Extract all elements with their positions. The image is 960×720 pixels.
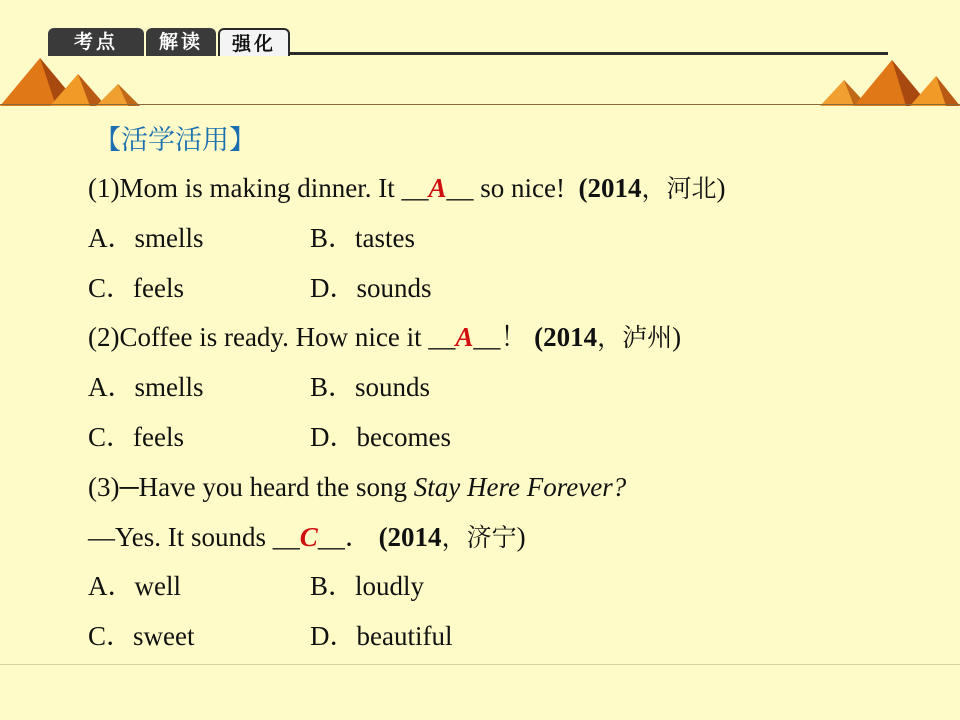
q3-option-c[interactable]: C．sweet xyxy=(88,621,195,652)
question-3-line1 xyxy=(88,463,725,513)
tab-kaodian[interactable]: 考点 xyxy=(48,28,144,56)
question-1-stem xyxy=(88,164,725,214)
q1-stem-before: (1)Mom is making dinner. It __ xyxy=(88,173,429,203)
q3-source-place: ，济宁 xyxy=(441,522,517,552)
tab-underline xyxy=(288,52,888,55)
q2-source-place: ，泸州 xyxy=(597,323,673,353)
q3-song-title: Stay Here Forever? xyxy=(413,471,627,502)
q1-options-row1 xyxy=(88,214,725,264)
q2-option-b[interactable]: B．sounds xyxy=(310,372,431,403)
header-rule xyxy=(0,104,960,105)
q2-source-year: (2014 xyxy=(534,322,598,353)
q2-options-row1 xyxy=(88,363,725,413)
q3-source-close: ) xyxy=(516,521,526,552)
q2-option-d[interactable]: D．becomes xyxy=(310,421,451,452)
tab-bar xyxy=(48,28,888,56)
q2-option-a[interactable]: A．smells xyxy=(88,372,204,403)
question-3-stem xyxy=(88,513,725,563)
q2-stem-before: (2)Coffee is ready. How nice it __ xyxy=(88,322,456,353)
q1-stem-after: __ so nice! xyxy=(446,173,565,203)
q2-options-row2 xyxy=(88,413,725,463)
q1-answer: A xyxy=(428,173,447,203)
q2-stem-after: __！ xyxy=(473,322,528,353)
section-heading: 【活学活用】 xyxy=(94,125,256,156)
pyramid-decoration-right xyxy=(810,50,960,106)
q3-stem-before: —Yes. It sounds __ xyxy=(88,521,300,552)
q1-option-c[interactable]: C．feels xyxy=(88,272,184,303)
q3-option-b[interactable]: B．loudly xyxy=(310,571,425,602)
exercise-content xyxy=(88,118,725,662)
q2-option-c[interactable]: C．feels xyxy=(88,421,184,452)
q3-options-row2 xyxy=(88,612,725,662)
q3-answer: C xyxy=(299,521,318,552)
q3-source-year: (2014 xyxy=(378,521,442,552)
q3-options-row1 xyxy=(88,562,725,612)
q1-source-close: ) xyxy=(716,173,726,203)
q1-option-a[interactable]: A．smells xyxy=(88,222,204,253)
q1-options-row2 xyxy=(88,264,725,314)
footer-rule xyxy=(0,664,960,665)
q3-line1-before: (3)─Have you heard the song xyxy=(88,471,414,502)
q2-answer: A xyxy=(455,322,474,353)
tab-qianghua[interactable]: 强化 xyxy=(218,28,290,56)
q1-source-year: (2014 xyxy=(578,173,642,203)
tab-jiedu[interactable]: 解读 xyxy=(146,28,216,56)
q1-option-d[interactable]: D．sounds xyxy=(310,272,432,303)
q2-source-close: ) xyxy=(672,322,682,353)
q3-option-d[interactable]: D．beautiful xyxy=(310,621,453,652)
q3-stem-after: __． xyxy=(317,521,372,552)
q1-source-place: ，河北 xyxy=(641,174,717,203)
q3-option-a[interactable]: A．well xyxy=(88,571,181,602)
pyramid-decoration-left xyxy=(0,50,150,106)
q1-option-b[interactable]: B．tastes xyxy=(310,222,415,253)
question-2-stem xyxy=(88,313,725,363)
